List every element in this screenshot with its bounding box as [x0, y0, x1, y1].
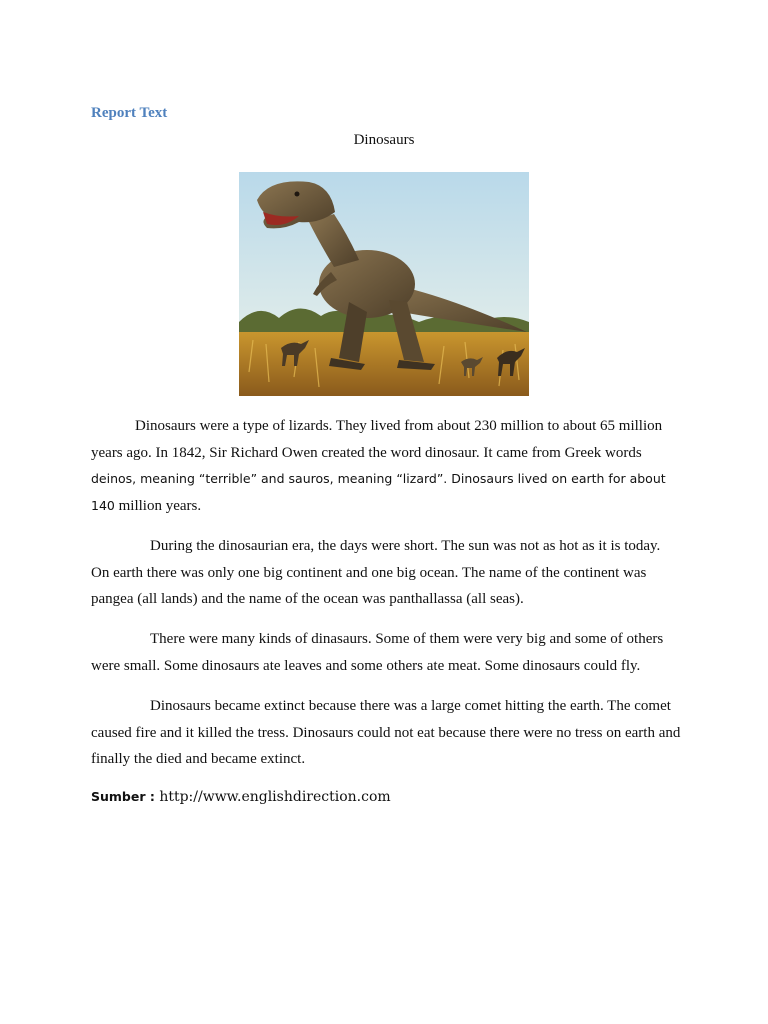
source-line: [91, 789, 391, 805]
paragraph-1-sans-text: deinos, meaning “terrible” and sauros, meaning “lizard”. Dinosaurs lived on earth for about 140: [91, 471, 666, 513]
report-heading: Report Text: [91, 105, 168, 121]
paragraph-1-text: Dinosaurs were a type of lizards. They lived from about 230 million to about 65 million years ago. In 1842, Sir Richard Owen created the word dinosaur. It came from Greek words: [91, 418, 663, 461]
document-title: Dinosaurs: [353, 132, 415, 148]
paragraph-1-end-text: million years.: [114, 497, 202, 514]
paragraph-2-text: During the dinosaurian era, the days were short. The sun was not as hot as it is today. On earth there was only one big continent and one big ocean. The name of the continent was pangea (all lands) and the name of the ocean was panthallassa (all seas).: [91, 538, 661, 607]
source-url: http://www.englishdirection.com: [154, 789, 391, 805]
source-label: Sumber :: [91, 789, 155, 804]
paragraph-2: [91, 533, 681, 613]
paragraph-3: [91, 626, 681, 679]
dinosaur-image: [239, 172, 529, 396]
paragraph-3-text: There were many kinds of dinasaurs. Some of them were very big and some of others were small. Some dinosaurs ate leaves and some others ate meat. Some dinosaurs could fly.: [91, 631, 664, 674]
paragraph-4: [91, 693, 681, 773]
paragraph-1: [91, 413, 681, 519]
paragraph-4-text: Dinosaurs became extinct because there was a large comet hitting the earth. The comet caused fire and it killed the tress. Dinosaurs could not eat because there were no tress on earth and finally the died and became extinct.: [91, 698, 681, 767]
tyrannosaurus-illustration: [239, 172, 529, 396]
